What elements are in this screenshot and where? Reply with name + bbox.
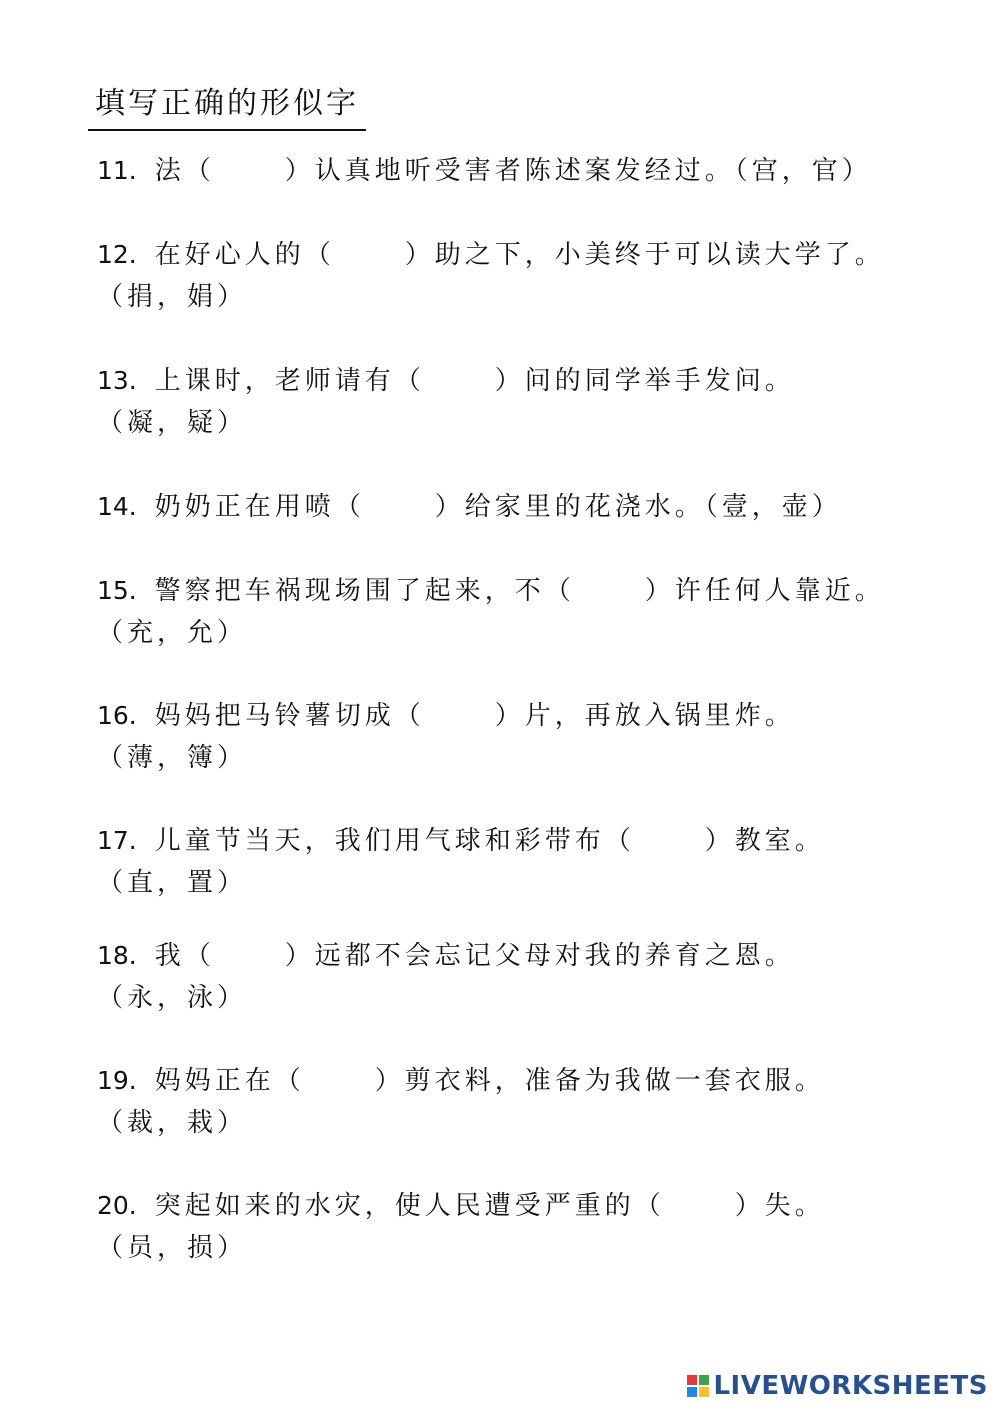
question-number: 14. bbox=[97, 492, 137, 521]
question-number: 12. bbox=[97, 240, 137, 269]
question-text-before: 突起如来的水灾，使人民遭受严重的（ bbox=[154, 1191, 665, 1221]
question-text-before: 妈妈把马铃薯切成（ bbox=[154, 701, 425, 731]
answer-options: （充，允） bbox=[97, 618, 248, 648]
question-line bbox=[97, 486, 977, 528]
question-18 bbox=[97, 935, 977, 1019]
question-text-before: 警察把车祸现场围了起来，不（ bbox=[154, 576, 575, 606]
question-number: 20. bbox=[97, 1191, 137, 1220]
answer-blank-15[interactable] bbox=[581, 574, 639, 608]
question-line bbox=[97, 820, 977, 862]
question-number: 17. bbox=[97, 826, 137, 855]
question-text-before: 上课时，老师请有（ bbox=[154, 366, 425, 396]
logo-square-green bbox=[699, 1375, 709, 1385]
question-number: 18. bbox=[97, 941, 137, 970]
answer-options: （永，泳） bbox=[97, 983, 248, 1013]
question-line bbox=[97, 935, 977, 977]
question-line bbox=[97, 1060, 977, 1102]
question-text-after: ）片，再放入锅里炸。 bbox=[494, 701, 795, 731]
question-text-after: ）远都不会忘记父母对我的养育之恩。 bbox=[284, 941, 795, 971]
question-text-after: ）助之下，小美终于可以读大学了。 bbox=[404, 240, 885, 270]
answer-blank-19[interactable] bbox=[311, 1064, 369, 1098]
question-number: 16. bbox=[97, 701, 137, 730]
question-number: 11. bbox=[97, 156, 137, 185]
question-line bbox=[97, 150, 977, 192]
question-text-after: ）剪衣料，准备为我做一套衣服。 bbox=[374, 1066, 825, 1096]
question-12 bbox=[97, 234, 977, 318]
liveworksheets-logo bbox=[687, 1371, 988, 1401]
question-text-after: ）许任何人靠近。 bbox=[644, 576, 885, 606]
answer-blank-14[interactable] bbox=[371, 490, 429, 524]
question-text-before: 奶奶正在用喷（ bbox=[154, 492, 365, 522]
answer-blank-20[interactable] bbox=[671, 1189, 729, 1223]
logo-square-blue bbox=[687, 1387, 697, 1397]
question-text-after: ）认真地听受害者陈述案发经过。（宫，官） bbox=[284, 156, 872, 186]
question-text-after: ）问的同学举手发问。 bbox=[494, 366, 795, 396]
answer-options: （薄，簿） bbox=[97, 743, 248, 773]
logo-square-yellow bbox=[699, 1387, 709, 1397]
logo-grid-icon bbox=[687, 1375, 709, 1397]
question-15 bbox=[97, 570, 977, 654]
logo-text: LIVEWORKSHEETS bbox=[713, 1371, 988, 1401]
answer-blank-11[interactable] bbox=[221, 154, 279, 188]
question-20 bbox=[97, 1185, 977, 1269]
question-text-after: ）失。 bbox=[734, 1191, 825, 1221]
worksheet-title: 填写正确的形似字 bbox=[95, 86, 359, 121]
question-number: 15. bbox=[97, 576, 137, 605]
question-number: 13. bbox=[97, 366, 137, 395]
question-14 bbox=[97, 486, 977, 528]
question-text-before: 儿童节当天，我们用气球和彩带布（ bbox=[154, 826, 635, 856]
answer-blank-17[interactable] bbox=[641, 824, 699, 858]
question-text-before: 在好心人的（ bbox=[154, 240, 335, 270]
question-16 bbox=[97, 695, 977, 779]
answer-options: （员，损） bbox=[97, 1233, 248, 1263]
question-text-before: 妈妈正在（ bbox=[154, 1066, 305, 1096]
question-13 bbox=[97, 360, 977, 444]
title-underline bbox=[88, 129, 366, 131]
answer-blank-12[interactable] bbox=[341, 238, 399, 272]
question-line bbox=[97, 360, 977, 402]
answer-options: （直，置） bbox=[97, 868, 248, 898]
question-11 bbox=[97, 150, 977, 192]
answer-blank-13[interactable] bbox=[431, 364, 489, 398]
answer-options: （裁，栽） bbox=[97, 1108, 248, 1138]
question-17 bbox=[97, 820, 977, 904]
question-line bbox=[97, 1185, 977, 1227]
question-text-before: 法（ bbox=[154, 156, 215, 186]
answer-blank-16[interactable] bbox=[431, 699, 489, 733]
question-line bbox=[97, 570, 977, 612]
logo-square-red bbox=[687, 1375, 697, 1385]
question-text-after: ）教室。 bbox=[704, 826, 825, 856]
question-text-before: 我（ bbox=[154, 941, 215, 971]
question-19 bbox=[97, 1060, 977, 1144]
question-line bbox=[97, 695, 977, 737]
answer-options: （捐，娟） bbox=[97, 282, 248, 312]
question-number: 19. bbox=[97, 1066, 137, 1095]
answer-options: （凝，疑） bbox=[97, 408, 248, 438]
question-text-after: ）给家里的花浇水。（壹，壶） bbox=[434, 492, 842, 522]
answer-blank-18[interactable] bbox=[221, 939, 279, 973]
question-line bbox=[97, 234, 977, 276]
